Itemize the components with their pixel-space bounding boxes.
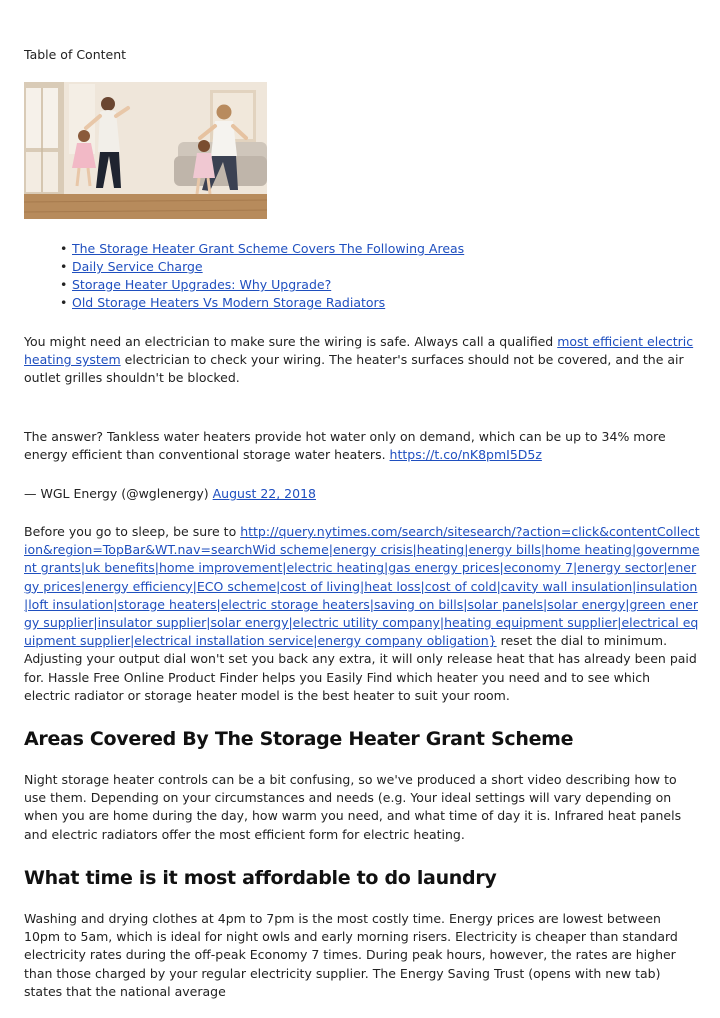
toc-item xyxy=(72,240,464,258)
tweet-date-link[interactable]: August 22, 2018 xyxy=(212,486,316,501)
tweet-text: The answer? Tankless water heaters provide hot water only on demand, which can be up to 34% more energy efficient than conventional storage water heaters. xyxy=(24,429,666,463)
tweet-quote xyxy=(24,428,700,464)
toc-item xyxy=(72,276,464,294)
tweet-attribution xyxy=(24,485,700,503)
family-illustration xyxy=(24,82,267,219)
toc-item xyxy=(72,294,464,312)
paragraph-text: electrician to check your wiring. The heater's surfaces should not be covered, and the air outlet grilles shouldn't be blocked. xyxy=(24,352,684,386)
inline-link-heating-system[interactable]: most efficient electric heating system xyxy=(24,334,694,368)
toc-link-daily-service-charge[interactable]: Daily Service Charge xyxy=(72,259,203,274)
search-query-link[interactable]: http://query.nytimes.com/search/sitesearch/?action=click&contentCollection&region=TopBar&WT.nav=searchWid scheme|energy crisis|heating|energy bills|home heating|government grants|uk benefits|home improvement|electric heating|gas energy prices|economy 7|energy sector|energy prices|energy efficiency|ECO scheme|cost of living|heat loss|cost of cold|cavity wall insulation|insulation|loft insulation|storage heaters|electric storage heaters|saving on bills|solar panels|solar energy|green energy supplier|insulator supplier|solar energy|electric utility company|heating equipment supplier|electrical equipment supplier|electrical installation service|energy company obligation} xyxy=(24,524,700,649)
toc-link-upgrades[interactable]: Storage Heater Upgrades: Why Upgrade? xyxy=(72,277,332,292)
section-laundry-body xyxy=(24,910,700,1001)
paragraph-text: reset the dial to minimum. Adjusting your output dial won't set you back any extra, it will only release heat that has already been paid for. Hassle Free Online Product Finder helps you Easily Find which heater you need and to see which electric radiator or storage heater model is the best heater to suit your room. xyxy=(24,633,697,703)
section-areas-covered xyxy=(24,728,700,750)
paragraph-text: Washing and drying clothes at 4pm to 7pm is the most costly time. Energy prices are lowest between 10pm to 5am, which is ideal for night owls and early morning risers. Electricity is cheaper than standard electricity rates during the off-peak Economy 7 times. During peak hours, however, the rates are higher than those charged by your regular electricity supplier. The Energy Saving Trust (opens with new tab) states that the national average xyxy=(24,911,678,999)
tweet-author: — WGL Energy (@wglenergy) xyxy=(24,486,213,501)
paragraph-before-sleep xyxy=(24,523,700,705)
paragraph-text: Night storage heater controls can be a bit confusing, so we've produced a short video describing how to use them. Depending on your circumstances and needs (e.g. Your ideal settings will vary depending on when you are home during the day, how warm you need, and what time of day it is. Infrared heat panels and electric radiators offer the most efficient form for electric heating. xyxy=(24,772,682,842)
toc-title: Table of Content xyxy=(24,47,127,62)
toc-item xyxy=(72,258,464,276)
family-photo xyxy=(24,82,267,219)
tweet-link[interactable]: https://t.co/nK8pmI5D5z xyxy=(389,447,542,463)
section-heading-areas: Areas Covered By The Storage Heater Grant Scheme xyxy=(24,728,574,750)
toc-list xyxy=(24,240,464,312)
toc-link-grant-scheme-areas[interactable]: The Storage Heater Grant Scheme Covers The Following Areas xyxy=(72,241,465,256)
paragraph-electrician xyxy=(24,333,700,388)
paragraph-text: Before you go to sleep, be sure to xyxy=(24,524,241,539)
section-laundry xyxy=(24,867,700,889)
paragraph-text: You might need an electrician to make sure the wiring is safe. Always call a qualified xyxy=(24,334,558,349)
toc-link-old-vs-modern[interactable]: Old Storage Heaters Vs Modern Storage Radiators xyxy=(72,295,386,310)
section-areas-body xyxy=(24,771,700,844)
section-heading-laundry: What time is it most affordable to do laundry xyxy=(24,867,497,889)
